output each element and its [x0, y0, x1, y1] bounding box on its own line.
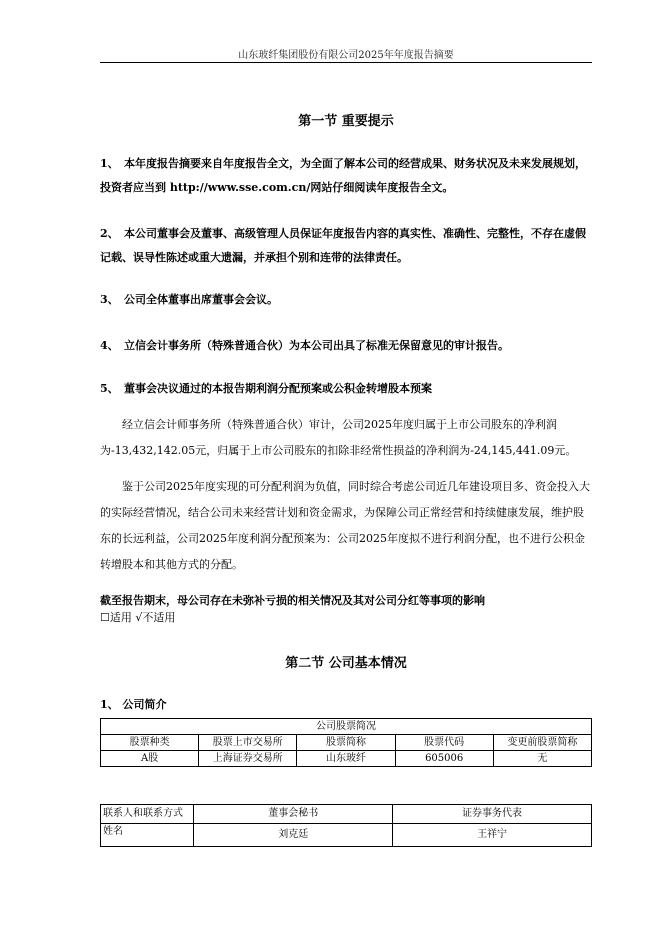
company-profile-heading: 1、 公司简介 — [100, 698, 167, 711]
table-cell: 上海证券交易所 — [199, 751, 297, 767]
stock-table-caption: 公司股票简况 — [101, 719, 592, 735]
table-header-cell: 股票上市交易所 — [199, 735, 297, 751]
page-header: 山东玻纤集团股份有限公司2025年年度报告摘要 — [238, 50, 454, 61]
notice-item-text: 本年度报告摘要来自年度报告全文，为全面了解本公司的经营成果、财务状况及未来发展规划，投资者应当到 http://www.sse.com.cn/网站仔细阅读年度报告全文。 — [100, 157, 586, 194]
table-header-cell: 股票种类 — [101, 735, 199, 751]
notice-item-2 — [100, 222, 592, 270]
distribution-paragraph: 鉴于公司2025年度实现的可分配利润为负值，同时综合考虑公司近几年建设项目多、资金投入大的实际经营情况，结合公司未来经营计划和资金需求，为保障公司正常经营和持续健康发展，维护股东的长远利益，公司2025年度利润分配预案为：公司2025年度拟不进行利润分配，也不进行公积金转增股本和其他方式的分配。 — [100, 480, 590, 571]
notice-item-1 — [100, 152, 592, 200]
header-divider — [100, 62, 592, 63]
section-1-title: 第一节 重要提示 — [298, 114, 394, 129]
table-row — [101, 824, 592, 847]
audit-paragraph: 经立信会计师事务所（特殊普通合伙）审计，公司2025年度归属于上市公司股东的净利润为-13,432,142.05元，归属于上市公司股东的扣除非经常性损益的净利润为-24,145,441.09元。 — [100, 418, 577, 457]
table-cell: 王祥宁 — [393, 824, 592, 847]
notice-item-number: 1、 — [100, 157, 119, 170]
table-header-cell: 股票简称 — [297, 735, 395, 751]
table-row — [101, 805, 592, 824]
notice-item-5 — [100, 377, 592, 401]
notice-item-number: 5、 — [100, 382, 119, 395]
table-header-cell: 董事会秘书 — [194, 805, 393, 824]
table-cell: 刘克廷 — [194, 824, 393, 847]
contact-info-table — [100, 804, 592, 847]
table-header-cell: 联系人和联系方式 — [101, 805, 194, 824]
table-header-cell: 股票代码 — [395, 735, 493, 751]
table-header-cell: 变更前股票简称 — [493, 735, 591, 751]
table-cell: 605006 — [395, 751, 493, 767]
applicability-checkbox: ☐适用 √不适用 — [100, 611, 176, 624]
notice-item-number: 4、 — [100, 339, 119, 352]
notice-item-text: 公司全体董事出席董事会会议。 — [124, 293, 278, 306]
notice-item-number: 3、 — [100, 293, 119, 306]
table-row — [101, 735, 592, 751]
table-cell: 无 — [493, 751, 591, 767]
loss-heading: 截至报告期末，母公司存在未弥补亏损的相关情况及其对公司分红等事项的影响 — [100, 594, 485, 607]
section-2-title: 第二节 公司基本情况 — [285, 656, 407, 671]
table-cell: A股 — [101, 751, 199, 767]
notice-item-text: 董事会决议通过的本报告期利润分配预案或公积金转增股本预案 — [124, 382, 432, 395]
table-cell: 姓名 — [101, 824, 194, 847]
notice-item-text: 本公司董事会及董事、高级管理人员保证年度报告内容的真实性、准确性、完整性，不存在虚假记载、误导性陈述或重大遗漏，并承担个别和连带的法律责任。 — [100, 227, 586, 264]
table-cell: 山东玻纤 — [297, 751, 395, 767]
notice-item-3 — [100, 288, 592, 312]
table-header-cell: 证券事务代表 — [393, 805, 592, 824]
table-row — [101, 751, 592, 767]
table-row — [101, 719, 592, 735]
stock-info-table — [100, 718, 592, 767]
notice-item-text: 立信会计事务所（特殊普通合伙）为本公司出具了标准无保留意见的审计报告。 — [124, 339, 509, 352]
notice-item-number: 2、 — [100, 227, 119, 240]
notice-item-4 — [100, 334, 592, 358]
